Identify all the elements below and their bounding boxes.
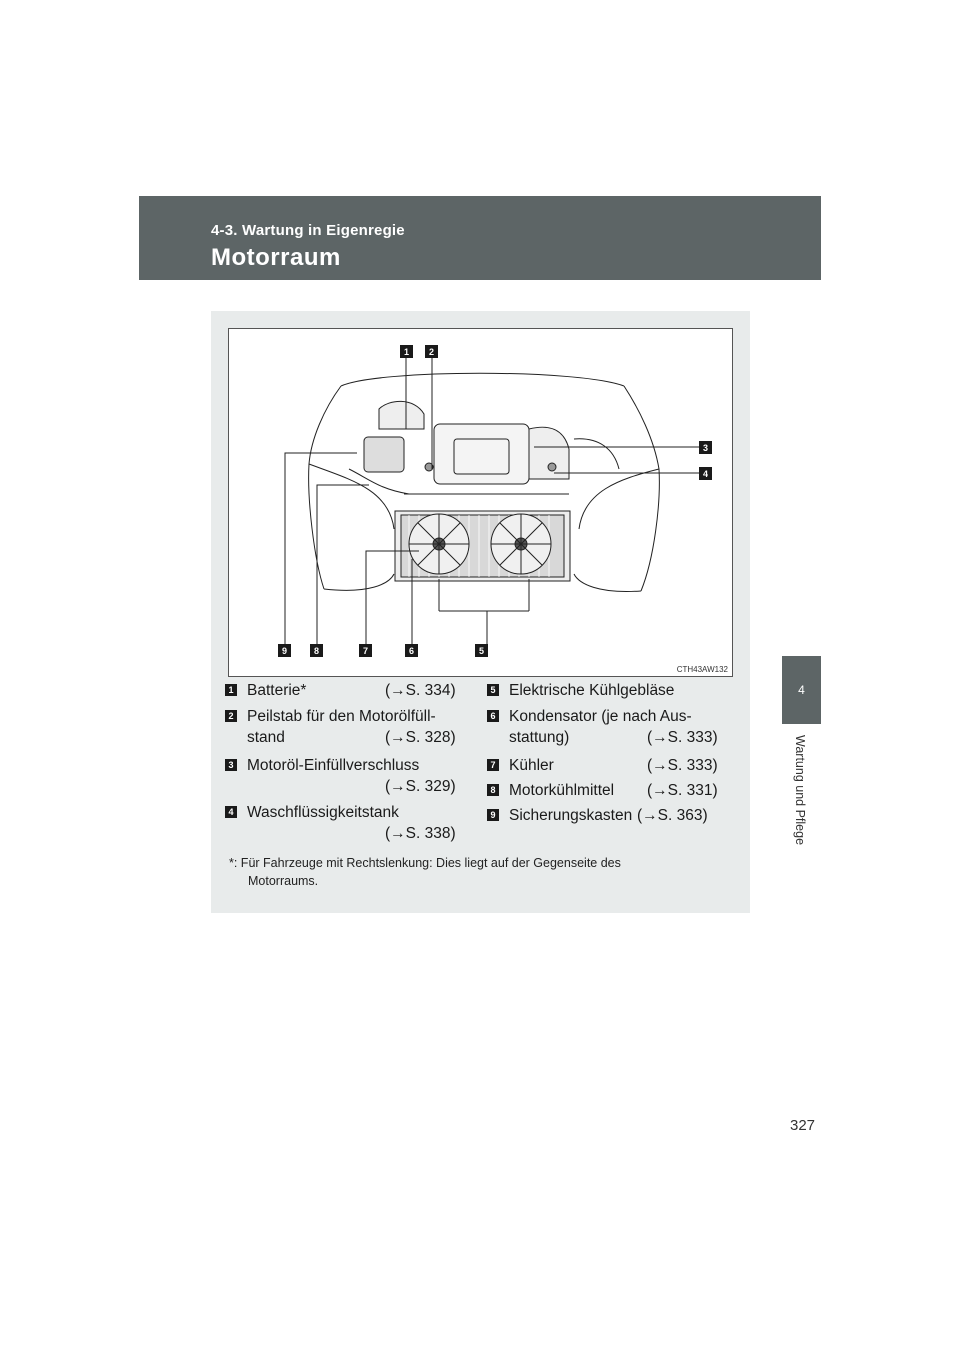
item-number: 9 [487,809,499,821]
page-reference: (→S. 329) [385,778,456,795]
chapter-header [139,196,821,280]
page-reference: (→S. 331) [647,782,718,799]
callout-2: 2 [428,347,435,357]
page-reference: (→S. 328) [385,729,456,746]
callout-1: 1 [403,347,410,357]
item-label: Sicherungskasten [509,807,633,824]
item-label: Waschflüssigkeitstank [247,804,399,821]
callout-6: 6 [408,646,415,656]
footnote-line-2: Motorraums. [248,874,319,888]
page-reference: (→S. 338) [385,825,456,842]
item-number: 2 [225,710,237,722]
item-number: 5 [487,684,499,696]
item-label-cont: stand [247,729,285,746]
callout-3: 3 [702,443,709,453]
item-number: 3 [225,759,237,771]
chapter-tab: 4 [782,656,821,724]
callout-4: 4 [702,469,709,479]
callout-7: 7 [362,646,369,656]
section-title: 4-3. Wartung in Eigenregie [211,222,405,239]
figure-code: CTH43AW132 [676,665,728,674]
item-label: Elektrische Kühlgebläse [509,682,675,699]
item-number: 4 [225,806,237,818]
page-reference: (→S. 333) [647,757,718,774]
item-number: 6 [487,710,499,722]
engine-compartment-illustration [228,328,733,677]
page-reference: (→S. 363) [637,807,708,824]
item-label: Peilstab für den Motorölfüll- [247,708,436,725]
item-label: Kondensator (je nach Aus- [509,708,692,725]
item-number: 8 [487,784,499,796]
footnote-line-1: *: Für Fahrzeuge mit Rechtslenkung: Dies liegt auf der Gegenseite des [229,856,621,870]
engine-drawing [229,329,732,676]
content-box [211,311,750,913]
page-reference: (→S. 333) [647,729,718,746]
item-number: 1 [225,684,237,696]
item-number: 7 [487,759,499,771]
callout-8: 8 [313,646,320,656]
footnote [229,854,729,890]
page-number: 327 [790,1117,816,1134]
item-label-cont: stattung) [509,729,570,746]
item-label: Motorkühlmittel [509,782,615,799]
chapter-side-label [770,735,830,865]
callout-5: 5 [478,646,485,656]
page-reference: (→S. 334) [385,682,456,699]
item-label: Batterie* [247,682,307,699]
item-label: Kühler [509,757,554,774]
item-label: Motoröl-Einfüllverschluss [247,757,420,774]
page-title: Motorraum [211,244,341,271]
chapter-side-label-text: Wartung und Pflege [793,735,807,846]
callout-9: 9 [281,646,288,656]
